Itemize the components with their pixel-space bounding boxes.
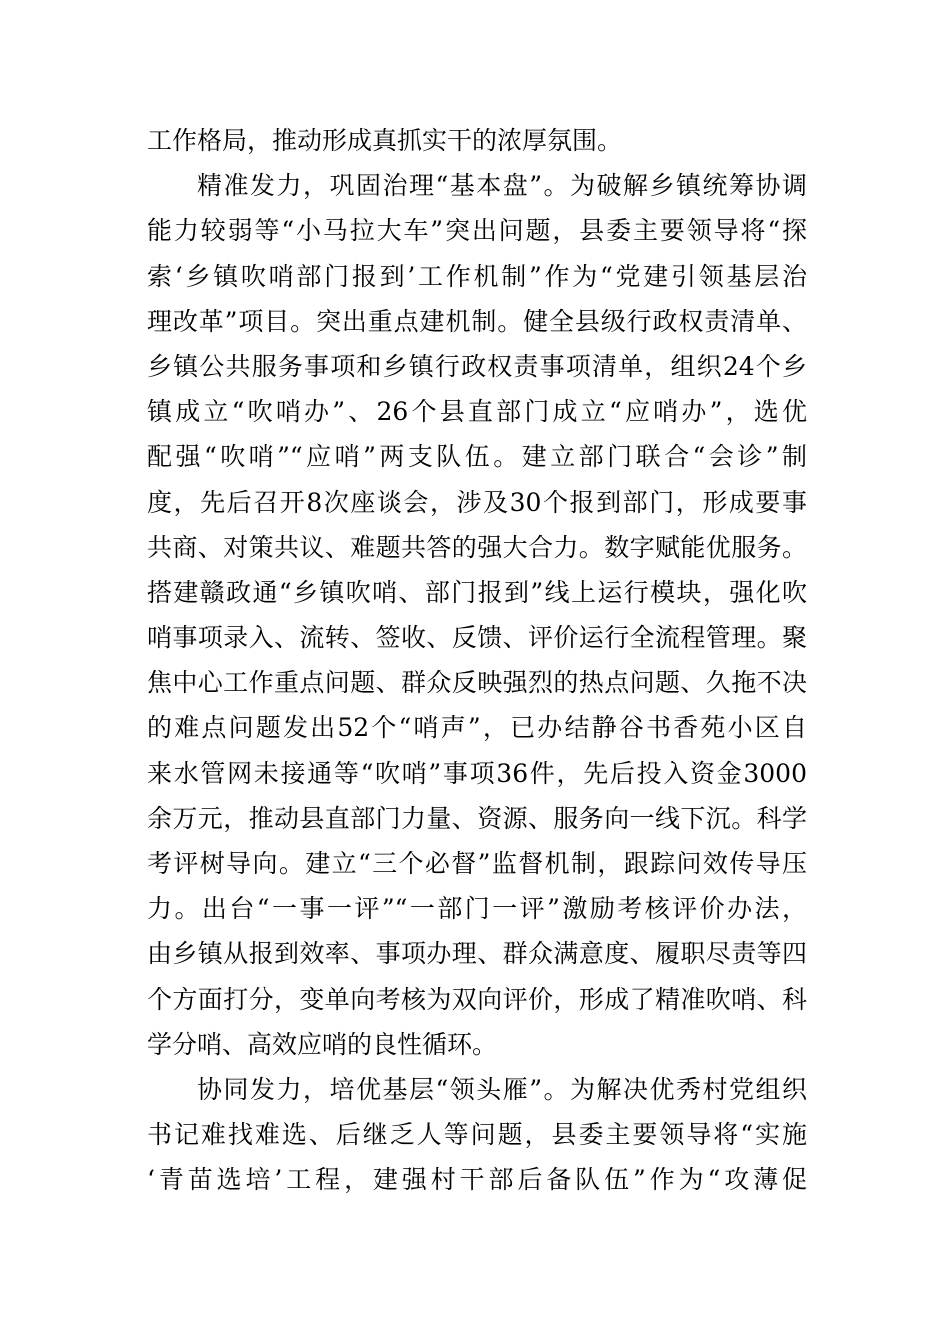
text-line: 余万元，推动县直部门力量、资源、服务向一线下沉。科学 bbox=[147, 803, 807, 833]
text-line: 镇成立“吹哨办”、26个县直部门成立“应哨办”，选优 bbox=[147, 397, 807, 427]
text-line: 配强“吹哨”“应哨”两支队伍。建立部门联合“会诊”制 bbox=[147, 442, 807, 472]
text-line: 的难点问题发出52个“哨声”，已办结静谷书香苑小区自 bbox=[147, 713, 807, 743]
text-line: 焦中心工作重点问题、群众反映强烈的热点问题、久拖不决 bbox=[147, 668, 807, 698]
text-line: 度，先后召开8次座谈会，涉及30个报到部门，形成要事 bbox=[147, 487, 807, 517]
body-text bbox=[147, 118, 807, 1203]
text-line: 能力较弱等“小马拉大车”突出问题，县委主要领导将“探 bbox=[147, 216, 807, 246]
text-line: 共商、对策共议、难题共答的强大合力。数字赋能优服务。 bbox=[147, 532, 807, 562]
text-line: 力。出台“一事一评”“一部门一评”激励考核评价办法， bbox=[147, 894, 807, 924]
text-line: 工作格局，推动形成真抓实干的浓厚氛围。 bbox=[147, 126, 623, 155]
text-line: 书记难找难选、后继乏人等问题，县委主要领导将“实施 bbox=[147, 1120, 807, 1150]
text-line: 由乡镇从报到效率、事项办理、群众满意度、履职尽责等四 bbox=[147, 939, 807, 969]
text-line: 哨事项录入、流转、签收、反馈、评价运行全流程管理。聚 bbox=[147, 623, 807, 653]
paragraph-first-line: 协同发力，培优基层“领头雁”。为解决优秀村党组织 bbox=[197, 1074, 807, 1104]
text-line: 学分哨、高效应哨的良性循环。 bbox=[147, 1029, 498, 1059]
paragraph-first-line: 精准发力，巩固治理“基本盘”。为破解乡镇统筹协调 bbox=[197, 171, 807, 201]
text-line: 索‘乡镇吹哨部门报到’工作机制”作为“党建引领基层治 bbox=[147, 261, 807, 291]
text-line: 理改革”项目。突出重点建机制。健全县级行政权责清单、 bbox=[147, 306, 807, 336]
text-line: 考评树导向。建立“三个必督”监督机制，跟踪问效传导压 bbox=[147, 849, 807, 878]
text-line: 乡镇公共服务事项和乡镇行政权责事项清单，组织24个乡 bbox=[147, 351, 807, 381]
text-line: 个方面打分，变单向考核为双向评价，形成了精准吹哨、科 bbox=[147, 984, 807, 1014]
text-line: ‘青苗选培’工程，建强村干部后备队伍”作为“攻薄促 bbox=[147, 1165, 807, 1195]
text-line: 来水管网未接通等“吹哨”事项36件，先后投入资金3000 bbox=[147, 758, 807, 788]
text-line: 搭建赣政通“乡镇吹哨、部门报到”线上运行模块，强化吹 bbox=[147, 577, 807, 607]
